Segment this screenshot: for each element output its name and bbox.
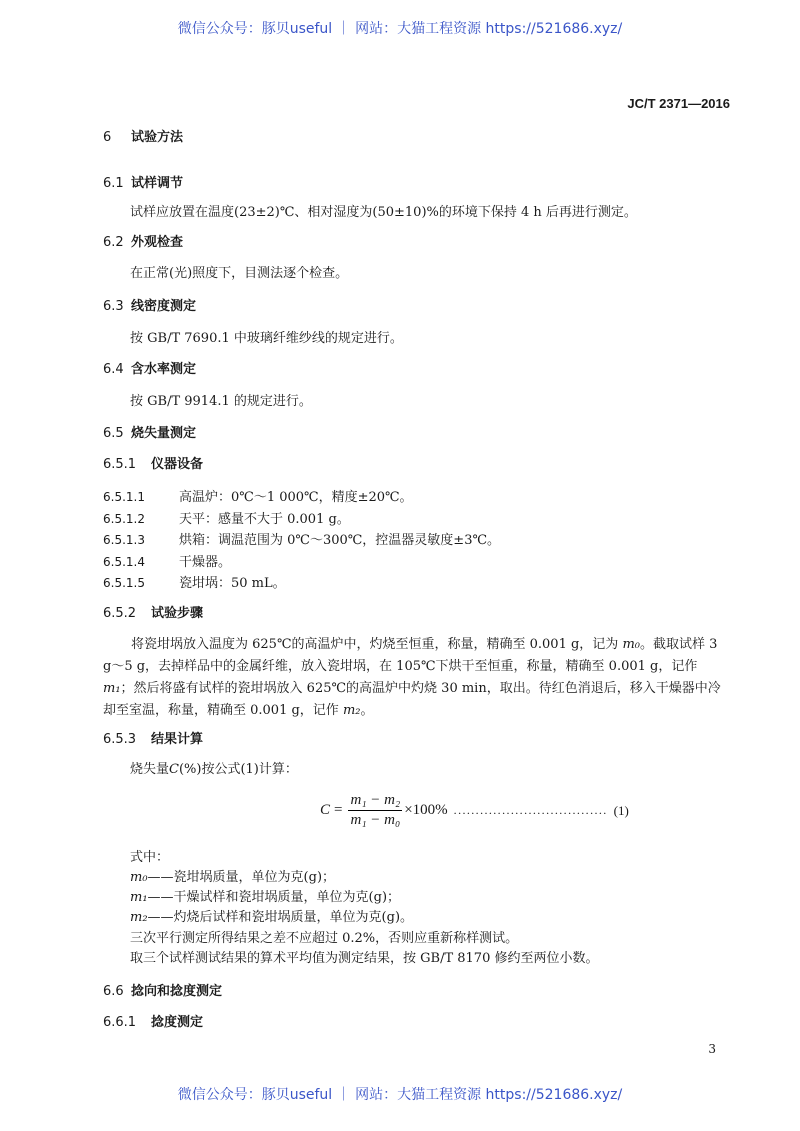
item-number: 6.5.1.5 (103, 576, 145, 590)
item-number: 6.5.1.2 (103, 512, 145, 526)
section-number: 6.5.2 (103, 606, 137, 621)
section-6-6-1-heading (103, 1014, 203, 1032)
section-6-6-heading (103, 983, 222, 1001)
section-6-5-heading (103, 425, 196, 443)
formula-number: (1) (613, 802, 629, 818)
section-number: 6.5 (103, 426, 124, 441)
section-6-1-heading (103, 175, 183, 193)
section-6-3-text: 按 GB/T 7690.1 中玻璃纤维纱线的规定进行。 (130, 331, 403, 346)
section-title: 试样调节 (131, 176, 184, 191)
watermark-bottom: 微信公众号：豚贝useful ｜ 网站：大猫工程资源 https://521686.xyz/ (177, 1087, 623, 1103)
definition-m2: m₂——灼烧后试样和瓷坩埚质量，单位为克(g)。 (130, 910, 414, 925)
section-6-2-heading (103, 234, 183, 252)
equipment-item (103, 531, 500, 550)
formula-denominator: m₁ − m₀ (350, 812, 401, 828)
formula-equals: = (334, 802, 343, 818)
item-number: 6.5.1.4 (103, 555, 145, 569)
definition-m1: m₁——干燥试样和瓷坩埚质量，单位为克(g)； (130, 890, 401, 905)
where-label: 式中： (130, 850, 170, 865)
section-number: 6.5.1 (103, 457, 137, 472)
section-number: 6.2 (103, 235, 124, 250)
equipment-item (103, 488, 413, 507)
section-title: 烧失量测定 (131, 426, 197, 441)
section-6-1-text: 试样应放置在温度(23±2)℃、相对湿度为(50±10)%的环境下保持 4 h 后再进行测定。 (130, 205, 637, 220)
item-text: 天平：感量不大于 0.001 g。 (179, 512, 350, 527)
section-6-3-heading (103, 298, 196, 316)
symbol-m0: m₀ (622, 637, 640, 652)
section-6-5-2-heading (103, 605, 203, 623)
loss-on-ignition-formula (320, 792, 629, 829)
item-text: 烘箱：调温范围为 0℃～300℃，控温器灵敏度±3℃。 (179, 533, 501, 548)
watermark-top: 微信公众号：豚贝useful ｜ 网站：大猫工程资源 https://521686.xyz/ (177, 21, 623, 37)
formula-fraction (348, 792, 402, 829)
section-number: 6.1 (103, 176, 124, 191)
section-number: 6.4 (103, 362, 124, 377)
section-6-4-heading (103, 361, 196, 379)
section-number: 6.5.3 (103, 732, 137, 747)
equipment-item (103, 553, 231, 572)
precision-note: 三次平行测定所得结果之差不应超过 0.2%，否则应重新称样测试。 (130, 931, 519, 946)
calc-intro: 烧失量C(%)按公式(1)计算： (130, 762, 298, 777)
section-number: 6.6 (103, 984, 124, 999)
formula-numerator: m₁ − m₂ (348, 792, 402, 811)
definition-m0: m₀——瓷坩埚质量，单位为克(g)； (130, 870, 336, 885)
rounding-note: 取三个试样测试结果的算术平均值为测定结果，按 GB/T 8170 修约至两位小数。 (130, 951, 599, 966)
page-number: 3 (708, 1042, 716, 1056)
item-number: 6.5.1.3 (103, 533, 145, 547)
section-number: 6.6.1 (103, 1015, 137, 1030)
section-title: 捻度测定 (151, 1015, 204, 1030)
section-number: 6.3 (103, 299, 124, 314)
procedure-paragraph: 将瓷坩埚放入温度为 625℃的高温炉中，灼烧至恒重，称量，精确至 0.001 g，记为 m₀。截取试样 3 g～5 g，去掉样品中的金属纤维，放入瓷坩埚，在 105℃下烘干至恒重，称量，精确至 0.001 g，记作 m₁；然后将盛有试样的瓷坩埚放入 625℃的高温炉中灼烧 30 min，取出。待红色消退后，移入干燥器中冷却至室温，称量，精确至 0.001 g，记作 m₂。 (103, 637, 721, 718)
section-6-5-1-heading (103, 456, 203, 474)
equipment-item (103, 574, 286, 593)
formula-lhs: C (320, 802, 331, 818)
section-title: 含水率测定 (131, 362, 197, 377)
section-title: 试验方法 (131, 130, 184, 145)
section-title: 试验步骤 (151, 606, 204, 621)
section-6-heading (103, 129, 183, 147)
section-6-2-text: 在正常(光)照度下，目测法逐个检查。 (130, 266, 349, 281)
item-text: 干燥器。 (179, 555, 232, 570)
section-title: 捻向和捻度测定 (131, 984, 223, 999)
item-text: 高温炉：0℃～1 000℃，精度±20℃。 (179, 490, 413, 505)
item-text: 瓷坩埚：50 mL。 (179, 576, 286, 591)
section-6-4-text: 按 GB/T 9914.1 的规定进行。 (130, 394, 312, 409)
symbol-c: C (169, 762, 179, 777)
formula-times: ×100% (404, 802, 448, 818)
section-6-5-3-heading (103, 731, 203, 749)
symbol-m2: m₂ (342, 703, 361, 718)
section-title: 仪器设备 (151, 457, 204, 472)
item-number: 6.5.1.1 (103, 490, 145, 504)
formula-leader-dots: ................................... (453, 803, 608, 817)
standard-number: JC/T 2371—2016 (627, 96, 730, 111)
section-number: 6 (103, 130, 112, 145)
section-title: 外观检查 (131, 235, 184, 250)
section-title: 线密度测定 (131, 299, 197, 314)
symbol-m1: m₁ (103, 681, 121, 696)
section-title: 结果计算 (151, 732, 204, 747)
equipment-item (103, 510, 350, 529)
